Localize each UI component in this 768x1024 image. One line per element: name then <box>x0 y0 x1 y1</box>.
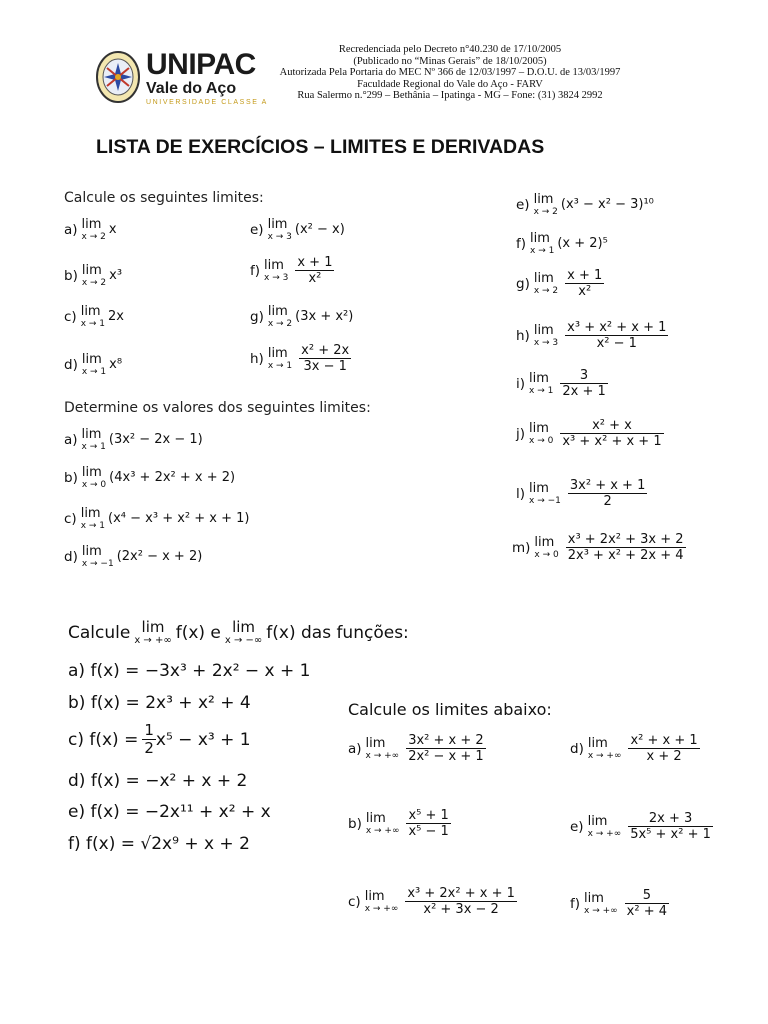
function-item <box>68 834 250 854</box>
limit-subscript: x → 1 <box>267 360 293 371</box>
exercise-item <box>250 255 334 286</box>
item-label: l) <box>516 485 526 502</box>
item-label: e) <box>516 197 530 213</box>
item-label: a) <box>348 740 362 757</box>
lim-word: lim <box>81 465 102 480</box>
section2-heading: Determine os valores dos seguintes limites: <box>64 400 371 416</box>
lim-word: lim <box>81 263 102 278</box>
item-label: a) <box>64 222 78 238</box>
item-label: f) f(x) = <box>68 834 135 854</box>
exercise-item <box>64 305 124 329</box>
lim-word: lim <box>80 304 101 319</box>
item-label: f) <box>250 262 261 279</box>
fraction <box>625 888 669 919</box>
limit-subscript: x → 3 <box>267 232 292 242</box>
limit-expression: (3x² − 2x − 1) <box>108 432 203 447</box>
institution-line: (Publicado no “Minas Gerais” de 18/10/2005) <box>353 55 547 67</box>
lim-word: lim <box>267 217 288 232</box>
item-label: d) f(x) = <box>68 771 140 791</box>
fraction <box>406 733 485 764</box>
fraction <box>295 255 334 286</box>
exercise-item <box>512 532 686 563</box>
exercise-item <box>516 478 647 509</box>
limit-subscript: x → +∞ <box>364 903 399 914</box>
exercise-item <box>64 428 203 452</box>
item-label: b) <box>64 470 78 486</box>
exercise-item <box>64 545 202 569</box>
exercise-item <box>570 888 669 919</box>
numerator: 3x² + x + 1 <box>569 478 646 493</box>
limit-subscript: x → 2 <box>533 285 559 296</box>
fraction <box>565 268 604 299</box>
exercise-item <box>516 320 668 351</box>
limit-subscript: x → 2 <box>533 207 558 217</box>
denominator: 2x³ + x² + 2x + 4 <box>567 548 684 563</box>
lim-word: lim <box>81 544 102 559</box>
exercise-item <box>64 507 249 531</box>
brand-block <box>146 50 268 106</box>
limit-subscript: x → +∞ <box>587 828 622 839</box>
numerator: x² + 2x <box>301 343 350 358</box>
fraction <box>568 478 647 509</box>
item-label: f) <box>516 236 527 252</box>
limit-expression: x⁸ <box>109 357 123 372</box>
exercise-item <box>250 343 351 374</box>
numerator: x⁵ + 1 <box>408 808 449 823</box>
fraction <box>142 722 156 757</box>
fraction <box>566 532 686 563</box>
exercise-item <box>348 733 486 764</box>
numerator: 3 <box>560 368 607 384</box>
limit-subscript: x → 2 <box>267 319 293 329</box>
item-label: e) f(x) = <box>68 802 140 822</box>
fraction <box>565 320 668 351</box>
institution-info <box>255 44 645 102</box>
fraction <box>628 733 699 764</box>
numerator: 5 <box>625 888 669 904</box>
function-item <box>68 693 251 713</box>
denominator: 5x⁵ + x² + 1 <box>630 827 711 842</box>
page-title: LISTA DE EXERCÍCIOS – LIMITES E DERIVADAS <box>96 136 545 158</box>
function-item <box>68 802 271 822</box>
lim-word: lim <box>529 480 549 496</box>
lim-word: lim <box>529 370 549 386</box>
limit-expression: (x³ − x² − 3)¹⁰ <box>560 197 654 212</box>
denominator: x² + 4 <box>626 904 668 919</box>
exercise-item <box>516 368 608 399</box>
lim-word: lim <box>365 810 386 826</box>
limit-subscript: x → −∞ <box>224 635 263 646</box>
limit-subscript: x → 1 <box>80 319 106 329</box>
exercise-item <box>348 886 517 917</box>
lim-word: lim <box>533 270 554 286</box>
item-label: a) f(x) = <box>68 661 140 681</box>
denominator: 3x − 1 <box>303 359 347 374</box>
item-label: c) <box>64 511 77 527</box>
limit-subscript: x → +∞ <box>365 825 400 836</box>
fraction <box>560 368 607 399</box>
limit-subscript: x → +∞ <box>134 635 172 646</box>
brand-tagline: UNIVERSIDADE CLASSE A <box>146 99 268 106</box>
item-label: d) <box>64 357 78 373</box>
limit-subscript: x → 2 <box>81 278 107 288</box>
exercise-item <box>64 353 122 377</box>
limit-subscript: x → 1 <box>81 367 107 377</box>
lim-word: lim <box>80 506 101 521</box>
numerator: x² + x <box>560 418 663 434</box>
section1-heading: Calcule os seguintes limites: <box>64 190 264 206</box>
limit-subscript: x → 3 <box>264 272 289 283</box>
lim-word: lim <box>587 813 608 829</box>
item-label: c) f(x) = <box>68 729 139 750</box>
limit-subscript: x → 0 <box>529 435 554 446</box>
item-label: e) <box>570 818 584 835</box>
exercise-item <box>516 193 654 217</box>
limit-subscript: x → 3 <box>533 337 559 348</box>
numerator: x + 1 <box>297 255 333 270</box>
lim-word: lim <box>534 534 555 550</box>
brand-name: UNIPAC <box>146 48 256 81</box>
heading-text: f(x) e <box>175 623 221 643</box>
lim-word: lim <box>81 352 102 367</box>
numerator: 3x² + x + 2 <box>408 733 484 748</box>
university-seal-logo <box>95 50 141 104</box>
denominator: 2x + 1 <box>562 384 606 399</box>
section4-heading <box>68 620 409 646</box>
limit-subscript: x → −1 <box>529 495 561 506</box>
denominator: x³ + x² + x + 1 <box>562 434 662 449</box>
limit-subscript: x → 1 <box>81 442 106 452</box>
numerator: x³ + x² + x + 1 <box>567 320 667 335</box>
item-label: a) <box>64 432 78 448</box>
function-expression: −2x¹¹ + x² + x <box>144 802 271 822</box>
item-label: b) <box>348 815 362 832</box>
limit-expression: (2x² − x + 2) <box>116 549 203 564</box>
fraction <box>406 808 450 839</box>
limit-subscript: x → 0 <box>81 480 107 490</box>
function-expression: 2x³ + x² + 4 <box>145 693 251 713</box>
lim-word: lim <box>529 420 549 436</box>
denominator: x² <box>308 271 322 286</box>
exercise-item <box>64 264 122 288</box>
fraction <box>560 418 663 449</box>
exercise-item <box>348 808 451 839</box>
exercise-item <box>250 305 353 329</box>
exercise-item <box>516 418 664 449</box>
denominator: x² <box>578 284 592 299</box>
item-label: c) <box>348 893 361 910</box>
item-label: c) <box>64 309 77 325</box>
exercise-item <box>64 466 235 490</box>
limit-expression: x <box>108 222 117 237</box>
function-expression: √2x⁹ + x + 2 <box>140 834 250 854</box>
numerator: x² + x + 1 <box>630 733 698 748</box>
denominator: x⁵ − 1 <box>408 824 449 839</box>
item-label: i) <box>516 375 526 392</box>
limit-expression: (3x + x²) <box>295 309 354 324</box>
limit-subscript: x → 1 <box>80 521 106 531</box>
item-label: h) <box>250 350 264 367</box>
lim-word: lim <box>267 345 288 361</box>
denominator: 2 <box>603 494 612 509</box>
exercise-item <box>64 218 117 242</box>
lim-word: lim <box>141 618 165 636</box>
numerator: x + 1 <box>567 268 603 283</box>
lim-word: lim <box>364 888 385 904</box>
item-label: e) <box>250 222 264 238</box>
fraction <box>405 886 517 917</box>
exercise-item <box>250 218 345 242</box>
institution-line: Recredenciada pelo Decreto n°40.230 de 17/10/2005 <box>338 44 562 55</box>
item-label: h) <box>516 327 530 344</box>
brand-subtitle: Vale do Aço <box>146 80 237 97</box>
function-expression: x⁵ − x³ + 1 <box>155 729 251 750</box>
exercise-item <box>570 811 713 842</box>
institution-line: Rua Salermo n.°299 – Bethânia – Ipatinga - MG – Fone: (31) 3824 2992 <box>297 90 603 101</box>
item-label: g) <box>516 275 530 292</box>
denominator: 2x² − x + 1 <box>408 749 484 764</box>
lim-word: lim <box>264 257 284 273</box>
item-label: m) <box>512 539 531 556</box>
function-expression: −x² + x + 2 <box>145 771 248 791</box>
institution-line: Faculdade Regional do Vale do Aço - FARV <box>357 78 543 90</box>
limit-expression: (4x³ + 2x² + x + 2) <box>109 470 236 485</box>
limit-expression: (x² − x) <box>294 222 345 237</box>
item-label: b) <box>64 268 78 284</box>
heading-text: Calcule <box>68 623 131 643</box>
lim-word: lim <box>533 192 554 207</box>
institution-line: Autorizada Pela Portaria do MEC Nº 366 de 12/03/1997 – D.O.U. de 13/03/1997 <box>279 67 621 78</box>
lim-word: lim <box>584 890 604 906</box>
limit-expression: (x⁴ − x³ + x² + x + 1) <box>108 511 250 526</box>
limit-subscript: x → +∞ <box>587 750 622 761</box>
limit-expression: (x + 2)⁵ <box>557 236 608 251</box>
function-item <box>68 771 247 791</box>
exercise-item <box>570 733 700 764</box>
lim-word: lim <box>533 322 554 338</box>
numerator: 1 <box>144 721 154 739</box>
limit-subscript: x → +∞ <box>584 905 618 916</box>
item-label: d) <box>64 549 78 565</box>
heading-text: f(x) das funções: <box>266 623 409 643</box>
lim-word: lim <box>530 231 550 246</box>
numerator: 2x + 3 <box>628 811 713 827</box>
limit-subscript: x → −1 <box>81 559 114 569</box>
numerator: x³ + 2x² + 3x + 2 <box>567 532 684 547</box>
function-item <box>68 722 251 757</box>
lim-word: lim <box>232 618 256 636</box>
limit-expression: x³ <box>109 268 123 283</box>
item-label: b) f(x) = <box>68 693 140 713</box>
limit-subscript: x → 1 <box>530 246 555 256</box>
item-label: d) <box>570 740 584 757</box>
lim-word: lim <box>81 427 102 442</box>
limit-subscript: x → 1 <box>529 385 554 396</box>
lim-word: lim <box>365 735 386 751</box>
lim-word: lim <box>81 217 102 232</box>
fraction <box>628 811 713 842</box>
limit-subscript: x → +∞ <box>365 750 400 761</box>
fraction <box>299 343 351 374</box>
function-item <box>68 661 311 681</box>
numerator: x³ + 2x² + x + 1 <box>407 886 515 901</box>
function-expression: −3x³ + 2x² − x + 1 <box>144 661 311 681</box>
limit-expression: 2x <box>108 309 124 324</box>
limit-subscript: x → 0 <box>534 549 559 560</box>
denominator: x² + 3x − 2 <box>423 902 499 917</box>
exercise-item <box>516 232 608 256</box>
denominator: 2 <box>144 739 154 757</box>
exercise-item <box>516 268 604 299</box>
item-label: j) <box>516 425 526 442</box>
limit-subscript: x → 2 <box>81 232 106 242</box>
item-label: f) <box>570 895 581 912</box>
denominator: x + 2 <box>646 749 682 764</box>
lim-word: lim <box>587 735 608 751</box>
section5-heading: Calcule os limites abaixo: <box>348 700 552 719</box>
denominator: x² − 1 <box>596 336 637 351</box>
lim-word: lim <box>267 304 288 319</box>
item-label: g) <box>250 309 264 325</box>
